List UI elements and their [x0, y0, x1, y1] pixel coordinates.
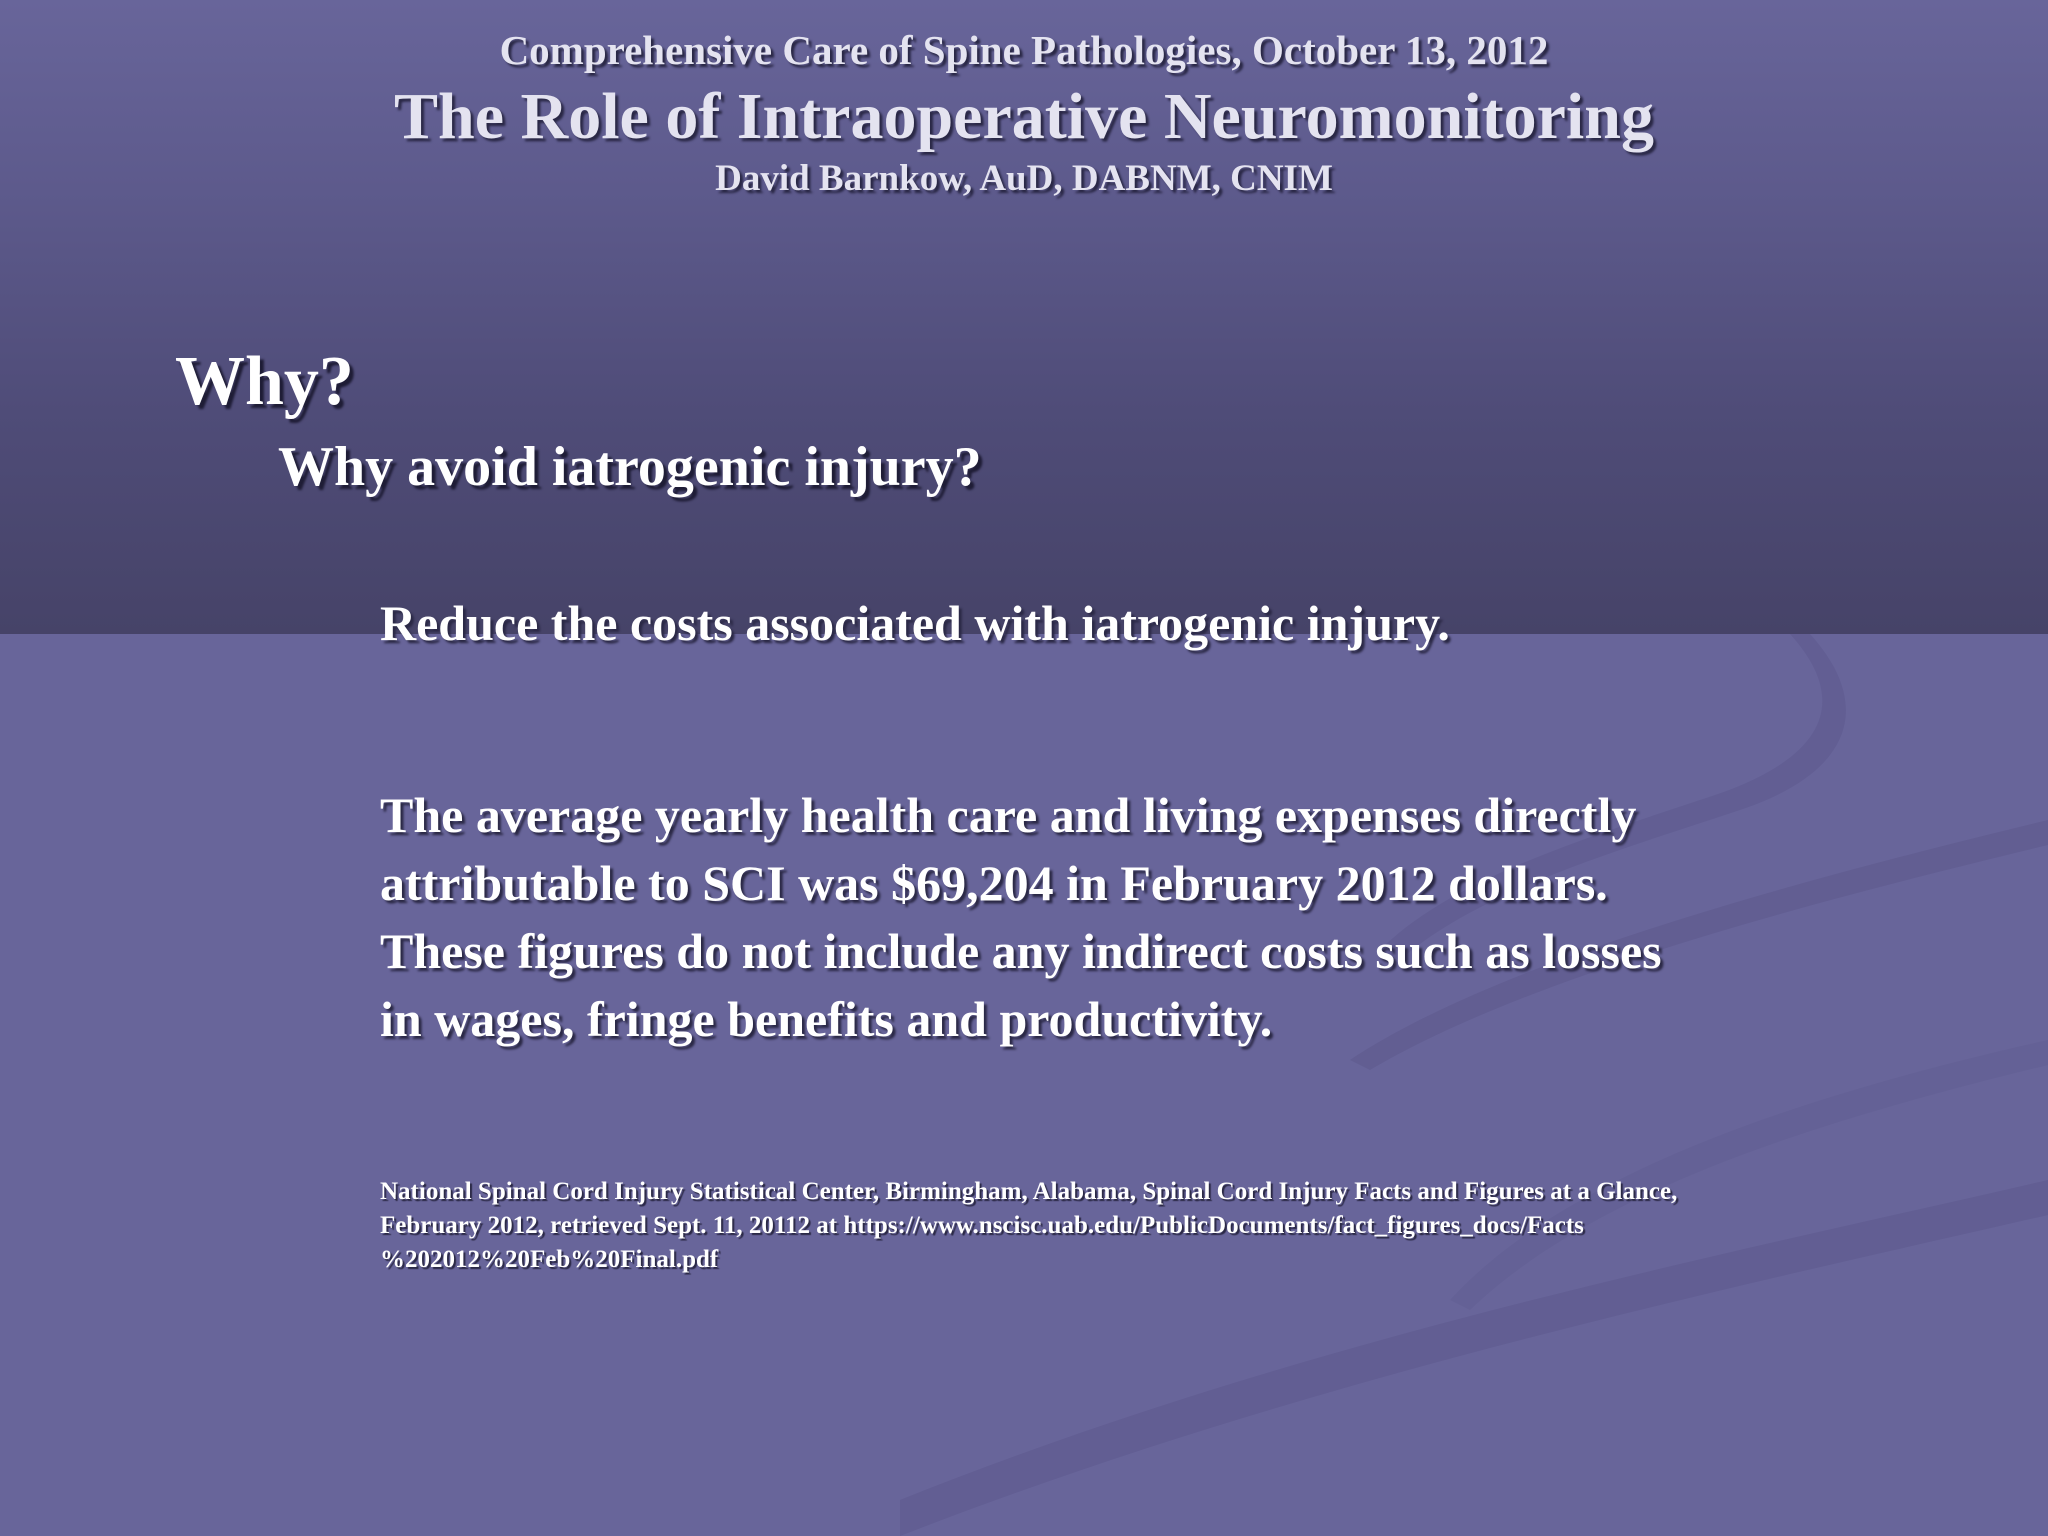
- expenses-line: in wages, fringe benefits and productivity.: [380, 991, 1273, 1047]
- conference-line: Comprehensive Care of Spine Pathologies, October 13, 2012: [499, 27, 1549, 73]
- point-reduce-costs: Reduce the costs associated with iatrogenic injury.: [380, 595, 1450, 651]
- slide-heading: Why?: [175, 343, 354, 420]
- expenses-line: The average yearly health care and living expenses directly: [380, 787, 1637, 843]
- expenses-line: attributable to SCI was $69,204 in February 2012 dollars.: [380, 855, 1608, 911]
- point-average-expenses: [380, 781, 1980, 1053]
- citation-line: National Spinal Cord Injury Statistical Center, Birmingham, Alabama, Spinal Cord Injury Facts and Figures at a Glance,: [380, 1178, 1678, 1205]
- citation-line: %202012%20Feb%20Final.pdf: [380, 1246, 719, 1273]
- citation-line: February 2012, retrieved Sept. 11, 20112 at https://www.nscisc.uab.edu/PublicDocuments/fact_figures_docs/Facts: [380, 1212, 1584, 1239]
- expenses-line: These figures do not include any indirect costs such as losses: [380, 923, 1662, 979]
- source-citation: [380, 1175, 1840, 1277]
- slide-header: [0, 22, 2048, 202]
- presentation-title: The Role of Intraoperative Neuromonitoring: [394, 80, 1654, 153]
- slide-subheading: Why avoid iatrogenic injury?: [278, 436, 982, 498]
- author-line: David Barnkow, AuD, DABNM, CNIM: [715, 158, 1333, 199]
